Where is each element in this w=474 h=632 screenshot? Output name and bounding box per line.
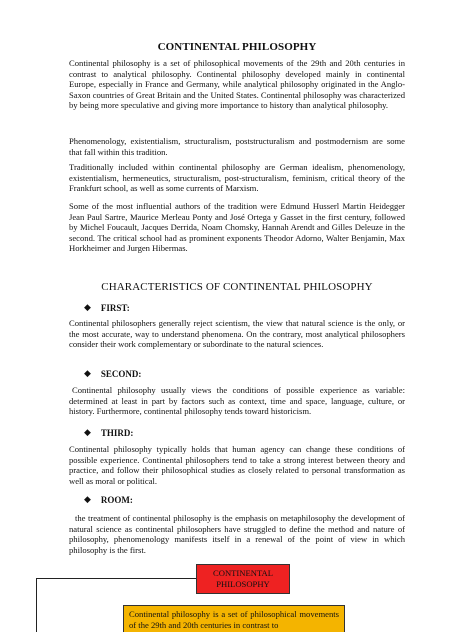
characteristics-heading: CHARACTERISTICS OF CONTINENTAL PHILOSOPHY <box>101 281 373 293</box>
second-paragraph: Continental philosophy usually views the conditions of possible experience as variable: determined at least in part by factors such as context, time and space, language, culture, or history. Furthermore, continental philosophy tends toward historicism. <box>69 385 405 417</box>
diagram-connector-vertical <box>36 578 37 632</box>
diamond-bullet-icon: ◆ <box>84 494 91 504</box>
bullet-room <box>84 494 133 505</box>
room-paragraph: the treatment of continental philosophy is the emphasis on metaphilosophy the development of natural science as continental philosophers have struggled to define the method and nature of philosophy, phenomenology manifests itself in a renewal of the point of view in which philosophy is the first. <box>69 513 405 555</box>
diagram-connector-horizontal <box>36 578 196 579</box>
intro-paragraph: Continental philosophy is a set of philosophical movements of the 29th and 20th centuries in contrast to analytical philosophy. Continental philosophy developed mainly in continental Europe, especially in France and Germany, while analytical philosophy originated in the Anglo-Saxon countries of Great Britain and the United States. Continental philosophy was characterized by being more speculative and giving more importance to history than analytical philosophy. <box>69 58 405 111</box>
third-paragraph: Continental philosophy typically holds that human agency can change these conditions of possible experience. Continental philosophers tend to take a strong interest between theory and practice, and follow their philosophical studies as closely related to personal transformation as well as moral or political. <box>69 444 405 486</box>
bullet-second <box>84 368 141 379</box>
diagram-child-text: Continental philosophy is a set of philosophical movements of the 29th and 20th centuries in contrast to <box>129 609 339 630</box>
bullet-first-label: FIRST: <box>100 302 130 313</box>
first-paragraph: Continental philosophers generally reject scientism, the view that natural science is the only, or the most accurate, way to understand phenomena. On the contrary, most analytical philosophers consider their work complementary or subordinate to the natural sciences. <box>69 318 405 350</box>
included-paragraph: Traditionally included within continental philosophy are German idealism, phenomenology, existentialism, hermeneutics, structuralism, post-structuralism, feminism, critical theory of the Frankfurt school, as well as some currents of Marxism. <box>69 162 405 194</box>
diamond-bullet-icon: ◆ <box>84 302 91 312</box>
bullet-first <box>84 302 130 313</box>
page-title: CONTINENTAL PHILOSOPHY <box>157 41 317 53</box>
bullet-second-label: SECOND: <box>100 368 142 379</box>
diagram-child-node <box>123 605 345 632</box>
diagram-root-node <box>196 564 290 594</box>
bullet-room-label: ROOM: <box>100 494 133 505</box>
diamond-bullet-icon: ◆ <box>84 368 91 378</box>
authors-paragraph: Some of the most influential authors of the tradition were Edmund Husserl Martin Heidegger Jean Paul Sartre, Maurice Merleau Ponty and José Ortega y Gasset in the first century, followed by Michel Foucault, Jacques Derrida, Noam Chomsky, Hannah Arendt and Gilles Deleuze in the second. The critical school had as prominent exponents Theodor Adorno, Walter Benjamin, Max Horkheimer and Jurgen Hibermas. <box>69 201 405 254</box>
diamond-bullet-icon: ◆ <box>84 427 91 437</box>
traditions-paragraph: Phenomenology, existentialism, structuralism, poststructuralism and postmodernism are some that fall within this tradition. <box>69 136 405 157</box>
diagram-root-label: CONTINENTAL PHILOSOPHY <box>213 568 273 589</box>
bullet-third <box>84 427 133 438</box>
bullet-third-label: THIRD: <box>100 427 134 438</box>
